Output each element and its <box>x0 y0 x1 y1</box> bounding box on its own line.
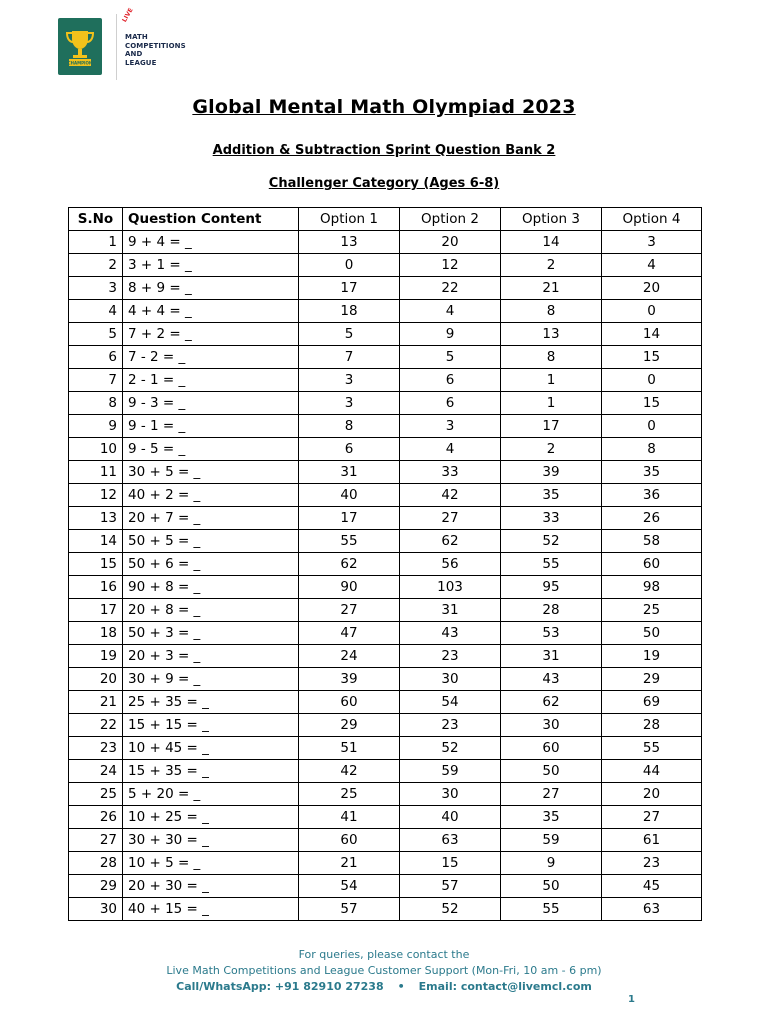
cell-option-3: 9 <box>501 852 602 875</box>
table-row <box>69 254 702 277</box>
cell-question: 9 + 4 = _ <box>123 231 299 254</box>
cell-option-3: 50 <box>501 875 602 898</box>
cell-sno: 30 <box>69 898 123 921</box>
cell-option-1: 18 <box>299 300 400 323</box>
cell-option-4: 61 <box>602 829 702 852</box>
cell-option-4: 98 <box>602 576 702 599</box>
cell-option-1: 24 <box>299 645 400 668</box>
cell-question: 9 - 3 = _ <box>123 392 299 415</box>
cell-option-1: 41 <box>299 806 400 829</box>
cell-option-2: 52 <box>400 898 501 921</box>
cell-option-1: 40 <box>299 484 400 507</box>
cell-sno: 9 <box>69 415 123 438</box>
table-row <box>69 461 702 484</box>
table-row <box>69 231 702 254</box>
cell-option-2: 23 <box>400 714 501 737</box>
cell-question: 2 - 1 = _ <box>123 369 299 392</box>
cell-question: 25 + 35 = _ <box>123 691 299 714</box>
trophy-icon <box>63 25 97 69</box>
cell-option-4: 50 <box>602 622 702 645</box>
cell-sno: 8 <box>69 392 123 415</box>
header-option-1: Option 1 <box>299 208 400 231</box>
cell-option-3: 60 <box>501 737 602 760</box>
table-row <box>69 691 702 714</box>
cell-option-4: 0 <box>602 415 702 438</box>
cell-option-4: 27 <box>602 806 702 829</box>
logo-badge <box>58 18 102 75</box>
cell-option-4: 15 <box>602 392 702 415</box>
cell-option-3: 13 <box>501 323 602 346</box>
cell-question: 3 + 1 = _ <box>123 254 299 277</box>
cell-question: 9 - 1 = _ <box>123 415 299 438</box>
cell-option-2: 30 <box>400 668 501 691</box>
cell-option-4: 8 <box>602 438 702 461</box>
cell-option-3: 62 <box>501 691 602 714</box>
cell-question: 40 + 15 = _ <box>123 898 299 921</box>
cell-sno: 25 <box>69 783 123 806</box>
cell-question: 20 + 8 = _ <box>123 599 299 622</box>
cell-option-2: 62 <box>400 530 501 553</box>
cell-option-1: 60 <box>299 829 400 852</box>
cell-option-1: 7 <box>299 346 400 369</box>
cell-sno: 19 <box>69 645 123 668</box>
cell-option-4: 35 <box>602 461 702 484</box>
table-row <box>69 300 702 323</box>
cell-option-3: 43 <box>501 668 602 691</box>
cell-option-3: 50 <box>501 760 602 783</box>
table-row <box>69 323 702 346</box>
document-title: Global Mental Math Olympiad 2023 <box>192 96 576 118</box>
cell-question: 9 - 5 = _ <box>123 438 299 461</box>
cell-option-2: 40 <box>400 806 501 829</box>
logo-line: AND <box>125 50 143 58</box>
cell-sno: 27 <box>69 829 123 852</box>
question-table <box>68 207 702 921</box>
header-option-2: Option 2 <box>400 208 501 231</box>
cell-option-4: 19 <box>602 645 702 668</box>
cell-option-4: 20 <box>602 783 702 806</box>
cell-option-3: 35 <box>501 484 602 507</box>
table-row <box>69 369 702 392</box>
cell-option-1: 54 <box>299 875 400 898</box>
cell-option-1: 57 <box>299 898 400 921</box>
cell-option-4: 55 <box>602 737 702 760</box>
cell-question: 5 + 20 = _ <box>123 783 299 806</box>
cell-sno: 24 <box>69 760 123 783</box>
cell-question: 30 + 5 = _ <box>123 461 299 484</box>
cell-option-2: 5 <box>400 346 501 369</box>
header-option-3: Option 3 <box>501 208 602 231</box>
header-question-content: Question Content <box>123 208 299 231</box>
cell-option-1: 3 <box>299 392 400 415</box>
cell-option-4: 63 <box>602 898 702 921</box>
cell-option-1: 42 <box>299 760 400 783</box>
cell-option-2: 56 <box>400 553 501 576</box>
cell-sno: 7 <box>69 369 123 392</box>
table-row <box>69 277 702 300</box>
cell-option-2: 15 <box>400 852 501 875</box>
table-row <box>69 484 702 507</box>
cell-option-1: 0 <box>299 254 400 277</box>
cell-sno: 1 <box>69 231 123 254</box>
cell-question: 7 - 2 = _ <box>123 346 299 369</box>
cell-option-3: 21 <box>501 277 602 300</box>
cell-option-4: 29 <box>602 668 702 691</box>
logo <box>58 6 186 80</box>
cell-option-3: 17 <box>501 415 602 438</box>
cell-option-4: 14 <box>602 323 702 346</box>
cell-option-4: 25 <box>602 599 702 622</box>
cell-option-3: 1 <box>501 392 602 415</box>
cell-option-1: 60 <box>299 691 400 714</box>
cell-sno: 14 <box>69 530 123 553</box>
cell-option-1: 25 <box>299 783 400 806</box>
logo-separator <box>116 14 117 80</box>
cell-sno: 3 <box>69 277 123 300</box>
cell-question: 10 + 45 = _ <box>123 737 299 760</box>
header-option-4: Option 4 <box>602 208 702 231</box>
cell-option-2: 43 <box>400 622 501 645</box>
cell-option-2: 27 <box>400 507 501 530</box>
table-row <box>69 806 702 829</box>
cell-option-2: 12 <box>400 254 501 277</box>
cell-option-1: 62 <box>299 553 400 576</box>
cell-sno: 10 <box>69 438 123 461</box>
cell-option-1: 90 <box>299 576 400 599</box>
logo-line: COMPETITIONS <box>125 41 186 50</box>
cell-option-4: 23 <box>602 852 702 875</box>
cell-option-2: 20 <box>400 231 501 254</box>
cell-question: 10 + 5 = _ <box>123 852 299 875</box>
table-row <box>69 392 702 415</box>
cell-sno: 2 <box>69 254 123 277</box>
cell-sno: 22 <box>69 714 123 737</box>
cell-question: 7 + 2 = _ <box>123 323 299 346</box>
cell-sno: 5 <box>69 323 123 346</box>
cell-sno: 28 <box>69 852 123 875</box>
cell-option-2: 103 <box>400 576 501 599</box>
cell-option-4: 3 <box>602 231 702 254</box>
cell-option-3: 31 <box>501 645 602 668</box>
cell-option-2: 4 <box>400 438 501 461</box>
cell-option-1: 31 <box>299 461 400 484</box>
logo-live-text: LIVE <box>121 6 135 24</box>
cell-sno: 17 <box>69 599 123 622</box>
table-row <box>69 668 702 691</box>
cell-question: 20 + 30 = _ <box>123 875 299 898</box>
table-header-row <box>69 208 702 231</box>
table-row <box>69 553 702 576</box>
cell-question: 30 + 30 = _ <box>123 829 299 852</box>
cell-option-2: 54 <box>400 691 501 714</box>
cell-option-3: 2 <box>501 254 602 277</box>
cell-sno: 15 <box>69 553 123 576</box>
cell-option-3: 39 <box>501 461 602 484</box>
cell-option-2: 23 <box>400 645 501 668</box>
cell-sno: 29 <box>69 875 123 898</box>
table-row <box>69 829 702 852</box>
cell-sno: 4 <box>69 300 123 323</box>
cell-sno: 12 <box>69 484 123 507</box>
document-subtitle: Addition & Subtraction Sprint Question Bank 2 <box>212 143 556 158</box>
table-row <box>69 737 702 760</box>
cell-option-3: 30 <box>501 714 602 737</box>
cell-option-3: 95 <box>501 576 602 599</box>
cell-option-2: 22 <box>400 277 501 300</box>
cell-option-1: 51 <box>299 737 400 760</box>
cell-question: 90 + 8 = _ <box>123 576 299 599</box>
cell-question: 50 + 6 = _ <box>123 553 299 576</box>
cell-sno: 18 <box>69 622 123 645</box>
cell-option-1: 27 <box>299 599 400 622</box>
cell-sno: 13 <box>69 507 123 530</box>
cell-option-3: 2 <box>501 438 602 461</box>
cell-sno: 20 <box>69 668 123 691</box>
cell-option-1: 17 <box>299 277 400 300</box>
table-row <box>69 714 702 737</box>
bullet-icon: • <box>397 980 405 993</box>
logo-line: LEAGUE <box>125 58 157 67</box>
cell-option-2: 33 <box>400 461 501 484</box>
cell-option-3: 33 <box>501 507 602 530</box>
footer-email[interactable]: Email: contact@livemcl.com <box>418 980 592 993</box>
table-row <box>69 875 702 898</box>
cell-option-1: 55 <box>299 530 400 553</box>
logo-badge-text: CHAMPION <box>67 60 93 65</box>
cell-option-1: 21 <box>299 852 400 875</box>
cell-question: 15 + 15 = _ <box>123 714 299 737</box>
cell-option-4: 58 <box>602 530 702 553</box>
cell-option-3: 53 <box>501 622 602 645</box>
cell-option-4: 60 <box>602 553 702 576</box>
cell-option-3: 59 <box>501 829 602 852</box>
cell-question: 4 + 4 = _ <box>123 300 299 323</box>
cell-question: 15 + 35 = _ <box>123 760 299 783</box>
cell-option-1: 47 <box>299 622 400 645</box>
cell-option-2: 57 <box>400 875 501 898</box>
cell-option-1: 8 <box>299 415 400 438</box>
cell-sno: 16 <box>69 576 123 599</box>
cell-question: 40 + 2 = _ <box>123 484 299 507</box>
cell-option-2: 6 <box>400 369 501 392</box>
cell-option-1: 13 <box>299 231 400 254</box>
cell-option-3: 8 <box>501 300 602 323</box>
table-row <box>69 599 702 622</box>
cell-sno: 11 <box>69 461 123 484</box>
cell-question: 20 + 3 = _ <box>123 645 299 668</box>
cell-option-3: 55 <box>501 898 602 921</box>
table-row <box>69 783 702 806</box>
cell-sno: 26 <box>69 806 123 829</box>
cell-option-4: 28 <box>602 714 702 737</box>
footer-line-1: For queries, please contact the <box>298 948 470 961</box>
category-heading: Challenger Category (Ages 6-8) <box>268 176 500 191</box>
cell-sno: 6 <box>69 346 123 369</box>
cell-option-2: 52 <box>400 737 501 760</box>
cell-option-1: 17 <box>299 507 400 530</box>
cell-option-4: 45 <box>602 875 702 898</box>
cell-option-4: 44 <box>602 760 702 783</box>
cell-option-4: 20 <box>602 277 702 300</box>
cell-question: 8 + 9 = _ <box>123 277 299 300</box>
cell-option-4: 4 <box>602 254 702 277</box>
cell-option-3: 55 <box>501 553 602 576</box>
table-row <box>69 622 702 645</box>
footer-phone: Call/WhatsApp: +91 82910 27238 <box>176 980 384 993</box>
table-row <box>69 346 702 369</box>
cell-option-2: 9 <box>400 323 501 346</box>
cell-option-2: 3 <box>400 415 501 438</box>
table-row <box>69 507 702 530</box>
logo-line: MATH <box>125 33 148 41</box>
cell-option-1: 3 <box>299 369 400 392</box>
cell-sno: 23 <box>69 737 123 760</box>
page-number: 1 <box>628 994 635 1005</box>
cell-option-1: 39 <box>299 668 400 691</box>
cell-sno: 21 <box>69 691 123 714</box>
table-row <box>69 415 702 438</box>
cell-option-3: 27 <box>501 783 602 806</box>
table-row <box>69 852 702 875</box>
cell-option-2: 31 <box>400 599 501 622</box>
cell-option-1: 5 <box>299 323 400 346</box>
cell-option-3: 28 <box>501 599 602 622</box>
table-body <box>69 231 702 921</box>
cell-option-3: 35 <box>501 806 602 829</box>
cell-option-3: 52 <box>501 530 602 553</box>
table-row <box>69 576 702 599</box>
header-sno: S.No <box>69 208 123 231</box>
cell-option-2: 63 <box>400 829 501 852</box>
footer-contact <box>0 979 768 995</box>
cell-question: 50 + 5 = _ <box>123 530 299 553</box>
cell-question: 10 + 25 = _ <box>123 806 299 829</box>
cell-option-4: 26 <box>602 507 702 530</box>
cell-option-2: 6 <box>400 392 501 415</box>
cell-option-2: 59 <box>400 760 501 783</box>
cell-option-1: 29 <box>299 714 400 737</box>
cell-option-4: 0 <box>602 369 702 392</box>
cell-question: 30 + 9 = _ <box>123 668 299 691</box>
cell-option-4: 0 <box>602 300 702 323</box>
cell-option-3: 14 <box>501 231 602 254</box>
cell-question: 50 + 3 = _ <box>123 622 299 645</box>
footer-line-2: Live Math Competitions and League Customer Support (Mon-Fri, 10 am - 6 pm) <box>166 964 602 977</box>
cell-option-2: 42 <box>400 484 501 507</box>
cell-option-4: 36 <box>602 484 702 507</box>
footer <box>0 947 768 995</box>
cell-option-4: 15 <box>602 346 702 369</box>
cell-option-3: 1 <box>501 369 602 392</box>
cell-option-2: 4 <box>400 300 501 323</box>
table-row <box>69 898 702 921</box>
cell-option-4: 69 <box>602 691 702 714</box>
cell-question: 20 + 7 = _ <box>123 507 299 530</box>
cell-option-3: 8 <box>501 346 602 369</box>
cell-option-1: 6 <box>299 438 400 461</box>
table-row <box>69 438 702 461</box>
table-row <box>69 760 702 783</box>
table-row <box>69 530 702 553</box>
logo-wordmark <box>121 6 186 80</box>
table-row <box>69 645 702 668</box>
cell-option-2: 30 <box>400 783 501 806</box>
